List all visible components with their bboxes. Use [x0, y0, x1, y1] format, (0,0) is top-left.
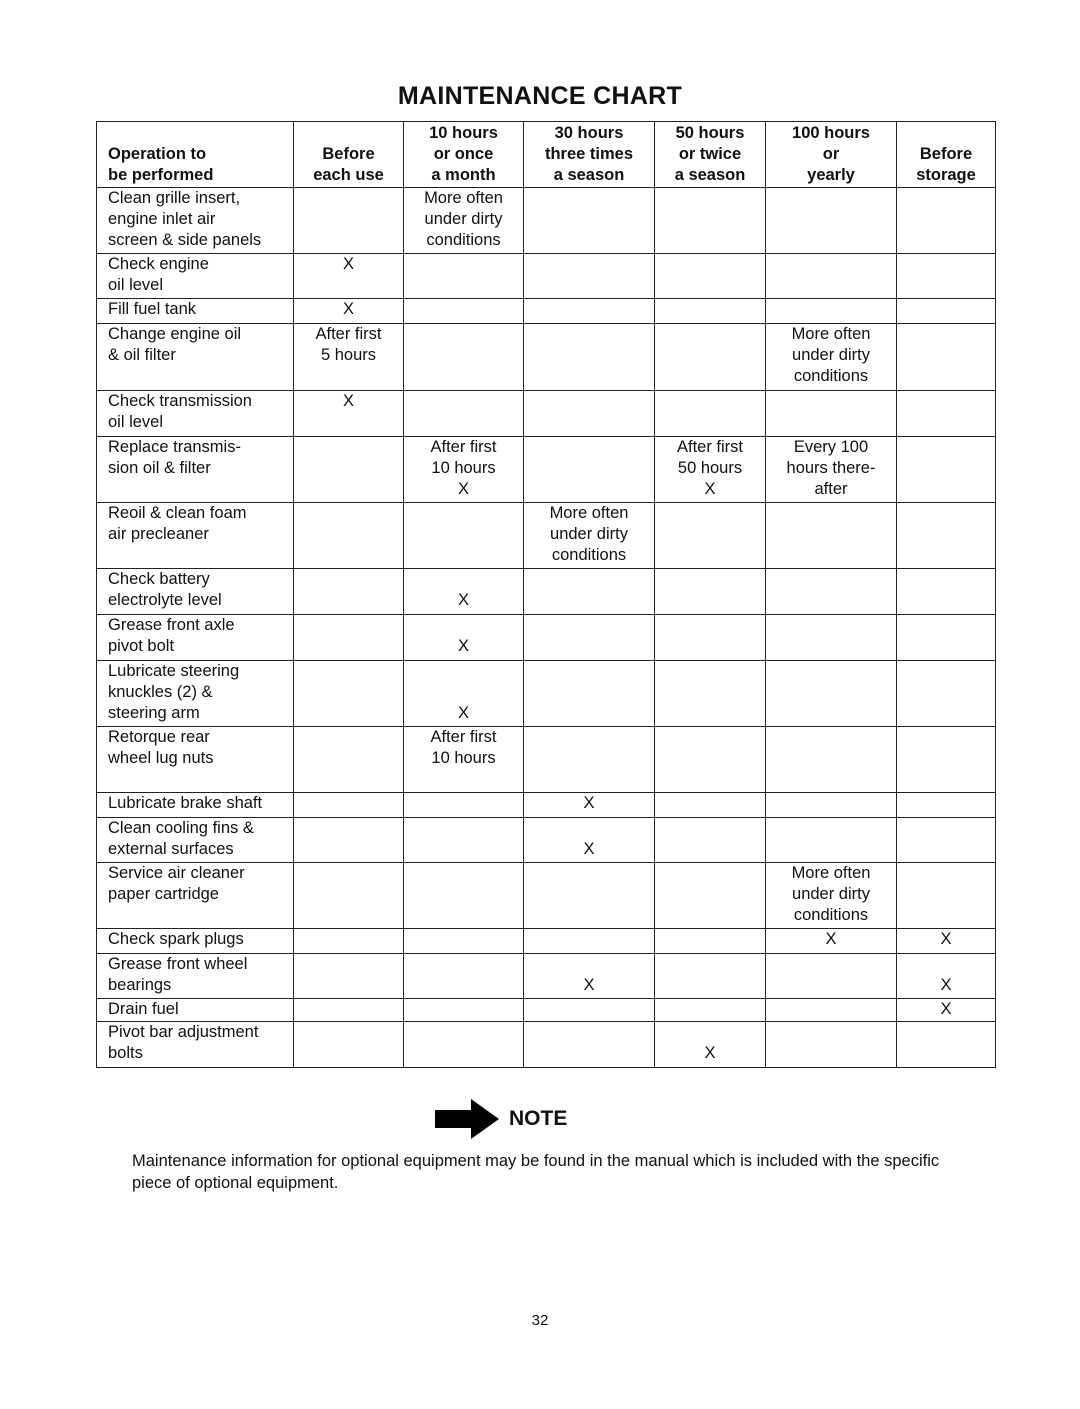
- cell-100-hours: [766, 793, 897, 818]
- cell-10-hours: [404, 324, 524, 391]
- cell-text: paper cartridge: [108, 885, 219, 903]
- header-50-hours: [655, 122, 766, 188]
- cell-before-storage: [897, 299, 996, 324]
- cell-text: knuckles (2) &: [108, 683, 213, 701]
- cell-50-hours: [655, 818, 766, 863]
- cell-30-hours: [524, 254, 655, 299]
- cell-operation: [97, 954, 294, 999]
- cell-10-hours: [404, 615, 524, 661]
- cell-100-hours: [766, 437, 897, 503]
- cell-30-hours: [524, 793, 655, 818]
- cell-text: After first: [430, 438, 497, 456]
- cell-50-hours: [655, 929, 766, 954]
- cell-50-hours: [655, 727, 766, 793]
- cell-text: 30 hours: [554, 124, 624, 142]
- cell-before-storage: [897, 615, 996, 661]
- cell-10-hours: [404, 929, 524, 954]
- cell-text: Change engine oil: [108, 325, 242, 343]
- cell-before-storage: [897, 569, 996, 615]
- cell-operation: [97, 437, 294, 503]
- cell-text: Pivot bar adjustment: [108, 1023, 259, 1041]
- cell-100-hours: [766, 569, 897, 615]
- cell-text: X: [583, 794, 595, 812]
- cell-50-hours: [655, 299, 766, 324]
- cell-text: conditions: [426, 231, 501, 249]
- cell-10-hours: [404, 391, 524, 437]
- cell-100-hours: [766, 727, 897, 793]
- cell-text: X: [583, 976, 595, 994]
- cell-text: More often: [424, 189, 503, 207]
- cell-text: or twice: [678, 145, 742, 163]
- cell-text: sion oil & filter: [108, 459, 211, 477]
- header-10-hours: [404, 122, 524, 188]
- cell-30-hours: [524, 391, 655, 437]
- table-row: [97, 1022, 996, 1068]
- cell-100-hours: [766, 1022, 897, 1068]
- cell-text: bearings: [108, 976, 172, 994]
- cell-text: a season: [553, 166, 625, 184]
- cell-text: X: [940, 976, 952, 994]
- cell-text: oil level: [108, 276, 164, 294]
- table-row: [97, 793, 996, 818]
- cell-text: external surfaces: [108, 840, 234, 858]
- cell-text: Operation to: [108, 145, 207, 163]
- cell-before-storage: [897, 727, 996, 793]
- cell-100-hours: [766, 999, 897, 1022]
- cell-text: [404, 661, 523, 682]
- cell-text: pivot bolt: [108, 637, 175, 655]
- table-row: [97, 324, 996, 391]
- cell-30-hours: [524, 503, 655, 569]
- cell-before-each-use: [294, 863, 404, 929]
- table-row: [97, 615, 996, 661]
- cell-before-storage: [897, 503, 996, 569]
- cell-100-hours: [766, 954, 897, 999]
- cell-100-hours: [766, 503, 897, 569]
- cell-before-each-use: [294, 1022, 404, 1068]
- cell-100-hours: [766, 615, 897, 661]
- cell-text: 10 hours: [431, 459, 496, 477]
- cell-50-hours: [655, 954, 766, 999]
- cell-text: X: [457, 637, 469, 655]
- cell-before-storage: [897, 188, 996, 254]
- arrow-right-icon: [433, 1097, 501, 1141]
- cell-operation: [97, 661, 294, 727]
- cell-before-each-use: [294, 818, 404, 863]
- table-row: [97, 863, 996, 929]
- cell-10-hours: [404, 954, 524, 999]
- cell-text: [524, 818, 654, 839]
- cell-100-hours: [766, 818, 897, 863]
- cell-text: X: [457, 480, 469, 498]
- table-row: [97, 188, 996, 254]
- cell-10-hours: [404, 793, 524, 818]
- cell-10-hours: [404, 503, 524, 569]
- cell-text: storage: [916, 166, 976, 184]
- cell-50-hours: [655, 661, 766, 727]
- cell-10-hours: [404, 999, 524, 1022]
- cell-text: X: [940, 930, 952, 948]
- cell-100-hours: [766, 863, 897, 929]
- cell-text: More often: [549, 504, 629, 522]
- cell-text: More often: [791, 325, 871, 343]
- cell-100-hours: [766, 661, 897, 727]
- cell-text: or: [822, 145, 840, 163]
- cell-50-hours: [655, 863, 766, 929]
- cell-30-hours: [524, 299, 655, 324]
- cell-text: [404, 682, 523, 703]
- cell-30-hours: [524, 999, 655, 1022]
- cell-100-hours: [766, 254, 897, 299]
- cell-text: Reoil & clean foam: [108, 504, 247, 522]
- header-before-storage: [897, 122, 996, 188]
- cell-10-hours: [404, 188, 524, 254]
- cell-before-each-use: [294, 954, 404, 999]
- cell-text: Grease front wheel: [108, 955, 248, 973]
- cell-operation: [97, 1022, 294, 1068]
- cell-10-hours: [404, 254, 524, 299]
- cell-text: conditions: [793, 906, 869, 924]
- cell-text: under dirty: [792, 346, 870, 364]
- note-label: NOTE: [509, 1107, 568, 1130]
- cell-text: Lubricate steering: [108, 662, 240, 680]
- cell-text: Clean cooling fins &: [108, 819, 254, 837]
- cell-text: 5 hours: [320, 346, 377, 364]
- cell-text: Retorque rear: [108, 728, 210, 746]
- cell-50-hours: [655, 254, 766, 299]
- cell-text: [404, 615, 523, 636]
- table-row: [97, 437, 996, 503]
- cell-text: electrolyte level: [108, 591, 222, 609]
- table-row: [97, 391, 996, 437]
- cell-operation: [97, 188, 294, 254]
- cell-text: X: [342, 392, 354, 410]
- cell-text: or once: [433, 145, 494, 163]
- cell-10-hours: [404, 1022, 524, 1068]
- table-row: [97, 999, 996, 1022]
- cell-text: X: [704, 480, 716, 498]
- cell-text: Before: [919, 145, 973, 163]
- cell-before-each-use: [294, 503, 404, 569]
- cell-text: yearly: [807, 166, 855, 184]
- cell-10-hours: [404, 727, 524, 793]
- cell-30-hours: [524, 324, 655, 391]
- cell-text: X: [457, 704, 469, 722]
- cell-text: X: [704, 1044, 716, 1062]
- cell-10-hours: [404, 299, 524, 324]
- header-operation: [97, 122, 294, 188]
- cell-text: Check transmission: [108, 392, 252, 410]
- header-before-each-use: [294, 122, 404, 188]
- cell-before-each-use: [294, 661, 404, 727]
- cell-text: Clean grille insert,: [108, 189, 241, 207]
- cell-operation: [97, 299, 294, 324]
- cell-text: [655, 1022, 765, 1043]
- cell-text: [404, 569, 523, 590]
- cell-text: steering arm: [108, 704, 200, 722]
- cell-text: Lubricate brake shaft: [108, 794, 263, 812]
- cell-before-each-use: [294, 254, 404, 299]
- cell-operation: [97, 503, 294, 569]
- cell-100-hours: [766, 188, 897, 254]
- cell-30-hours: [524, 615, 655, 661]
- cell-text: X: [457, 591, 469, 609]
- cell-100-hours: [766, 929, 897, 954]
- cell-text: Fill fuel tank: [108, 300, 197, 318]
- table-row: [97, 954, 996, 999]
- cell-before-storage: [897, 954, 996, 999]
- cell-text: after: [814, 480, 848, 498]
- note-text: Maintenance information for optional equipment may be found in the manual which is included with the specific piece of optional equipment.: [132, 1152, 940, 1192]
- table-row: [97, 254, 996, 299]
- cell-before-storage: [897, 999, 996, 1022]
- cell-text: under dirty: [424, 210, 503, 228]
- cell-text: engine inlet air: [108, 210, 216, 228]
- cell-operation: [97, 569, 294, 615]
- cell-operation: [97, 254, 294, 299]
- cell-30-hours: [524, 863, 655, 929]
- cell-text: hours there-: [786, 459, 876, 477]
- cell-before-each-use: [294, 324, 404, 391]
- cell-text: After first: [676, 438, 743, 456]
- cell-before-storage: [897, 324, 996, 391]
- cell-operation: [97, 727, 294, 793]
- cell-operation: [97, 391, 294, 437]
- cell-50-hours: [655, 569, 766, 615]
- cell-text: under dirty: [792, 885, 870, 903]
- cell-text: conditions: [551, 546, 627, 564]
- cell-before-each-use: [294, 188, 404, 254]
- cell-text: & oil filter: [108, 346, 176, 364]
- cell-text: a season: [674, 166, 746, 184]
- cell-10-hours: [404, 818, 524, 863]
- cell-100-hours: [766, 391, 897, 437]
- maintenance-chart-table: [96, 121, 996, 1068]
- cell-before-storage: [897, 254, 996, 299]
- cell-text: 10 hours: [429, 124, 498, 142]
- cell-operation: [97, 615, 294, 661]
- cell-before-each-use: [294, 437, 404, 503]
- page-title: MAINTENANCE CHART: [397, 82, 683, 110]
- cell-before-storage: [897, 863, 996, 929]
- table-row: [97, 929, 996, 954]
- cell-text: More often: [791, 864, 871, 882]
- cell-before-storage: [897, 793, 996, 818]
- cell-before-storage: [897, 661, 996, 727]
- cell-before-each-use: [294, 299, 404, 324]
- table-row: [97, 299, 996, 324]
- cell-text: be performed: [108, 166, 214, 184]
- cell-30-hours: [524, 188, 655, 254]
- cell-text: Before: [322, 145, 375, 163]
- cell-text: Grease front axle: [108, 616, 235, 634]
- cell-10-hours: [404, 437, 524, 503]
- header-100-hours: [766, 122, 897, 188]
- cell-text: a month: [431, 166, 496, 184]
- table-row: [97, 569, 996, 615]
- cell-10-hours: [404, 569, 524, 615]
- cell-50-hours: [655, 391, 766, 437]
- cell-30-hours: [524, 818, 655, 863]
- cell-before-each-use: [294, 929, 404, 954]
- cell-before-storage: [897, 391, 996, 437]
- cell-30-hours: [524, 929, 655, 954]
- cell-operation: [97, 324, 294, 391]
- cell-text: After first: [315, 325, 382, 343]
- cell-before-each-use: [294, 793, 404, 818]
- table-row: [97, 727, 996, 793]
- cell-text: 50 hours: [677, 459, 743, 477]
- cell-text: 50 hours: [675, 124, 745, 142]
- cell-text: 10 hours: [431, 749, 496, 767]
- cell-text: X: [825, 930, 837, 948]
- cell-text: Check spark plugs: [108, 930, 244, 948]
- cell-before-storage: [897, 929, 996, 954]
- table-row: [97, 818, 996, 863]
- cell-50-hours: [655, 188, 766, 254]
- cell-text: Drain fuel: [108, 1000, 179, 1018]
- cell-30-hours: [524, 727, 655, 793]
- cell-30-hours: [524, 569, 655, 615]
- cell-text: [897, 954, 995, 975]
- header-30-hours: [524, 122, 655, 188]
- cell-100-hours: [766, 324, 897, 391]
- table-row: [97, 661, 996, 727]
- cell-operation: [97, 818, 294, 863]
- header-row: [97, 122, 996, 188]
- cell-text: Replace transmis-: [108, 438, 241, 456]
- cell-text: conditions: [793, 367, 869, 385]
- cell-text: bolts: [108, 1044, 143, 1062]
- cell-50-hours: [655, 1022, 766, 1068]
- cell-before-each-use: [294, 391, 404, 437]
- cell-before-storage: [897, 1022, 996, 1068]
- cell-text: Every 100: [793, 438, 869, 456]
- cell-30-hours: [524, 1022, 655, 1068]
- cell-text: Check engine: [108, 255, 209, 273]
- cell-100-hours: [766, 299, 897, 324]
- cell-text: 100 hours: [792, 124, 870, 142]
- cell-operation: [97, 929, 294, 954]
- cell-text: [524, 954, 654, 975]
- cell-50-hours: [655, 999, 766, 1022]
- cell-text: three times: [544, 145, 634, 163]
- cell-text: Service air cleaner: [108, 864, 245, 882]
- cell-30-hours: [524, 437, 655, 503]
- page-number: 32: [531, 1312, 549, 1329]
- cell-before-storage: [897, 437, 996, 503]
- cell-text: X: [342, 255, 354, 273]
- cell-50-hours: [655, 324, 766, 391]
- cell-before-each-use: [294, 569, 404, 615]
- cell-text: screen & side panels: [108, 231, 262, 249]
- cell-text: X: [940, 1000, 952, 1018]
- cell-text: wheel lug nuts: [108, 749, 214, 767]
- cell-30-hours: [524, 954, 655, 999]
- cell-before-each-use: [294, 727, 404, 793]
- cell-operation: [97, 793, 294, 818]
- cell-text: X: [583, 840, 595, 858]
- cell-10-hours: [404, 863, 524, 929]
- note-heading: [433, 1097, 567, 1141]
- cell-50-hours: [655, 793, 766, 818]
- cell-operation: [97, 999, 294, 1022]
- cell-10-hours: [404, 661, 524, 727]
- cell-text: each use: [313, 166, 384, 184]
- cell-before-each-use: [294, 999, 404, 1022]
- cell-text: X: [342, 300, 354, 318]
- cell-50-hours: [655, 615, 766, 661]
- table-row: [97, 503, 996, 569]
- cell-text: under dirty: [550, 525, 628, 543]
- cell-text: After first: [430, 728, 497, 746]
- cell-50-hours: [655, 503, 766, 569]
- cell-30-hours: [524, 661, 655, 727]
- cell-before-storage: [897, 818, 996, 863]
- cell-text: oil level: [108, 413, 164, 431]
- cell-operation: [97, 863, 294, 929]
- cell-text: Check battery: [108, 570, 210, 588]
- cell-50-hours: [655, 437, 766, 503]
- cell-before-each-use: [294, 615, 404, 661]
- cell-text: air precleaner: [108, 525, 209, 543]
